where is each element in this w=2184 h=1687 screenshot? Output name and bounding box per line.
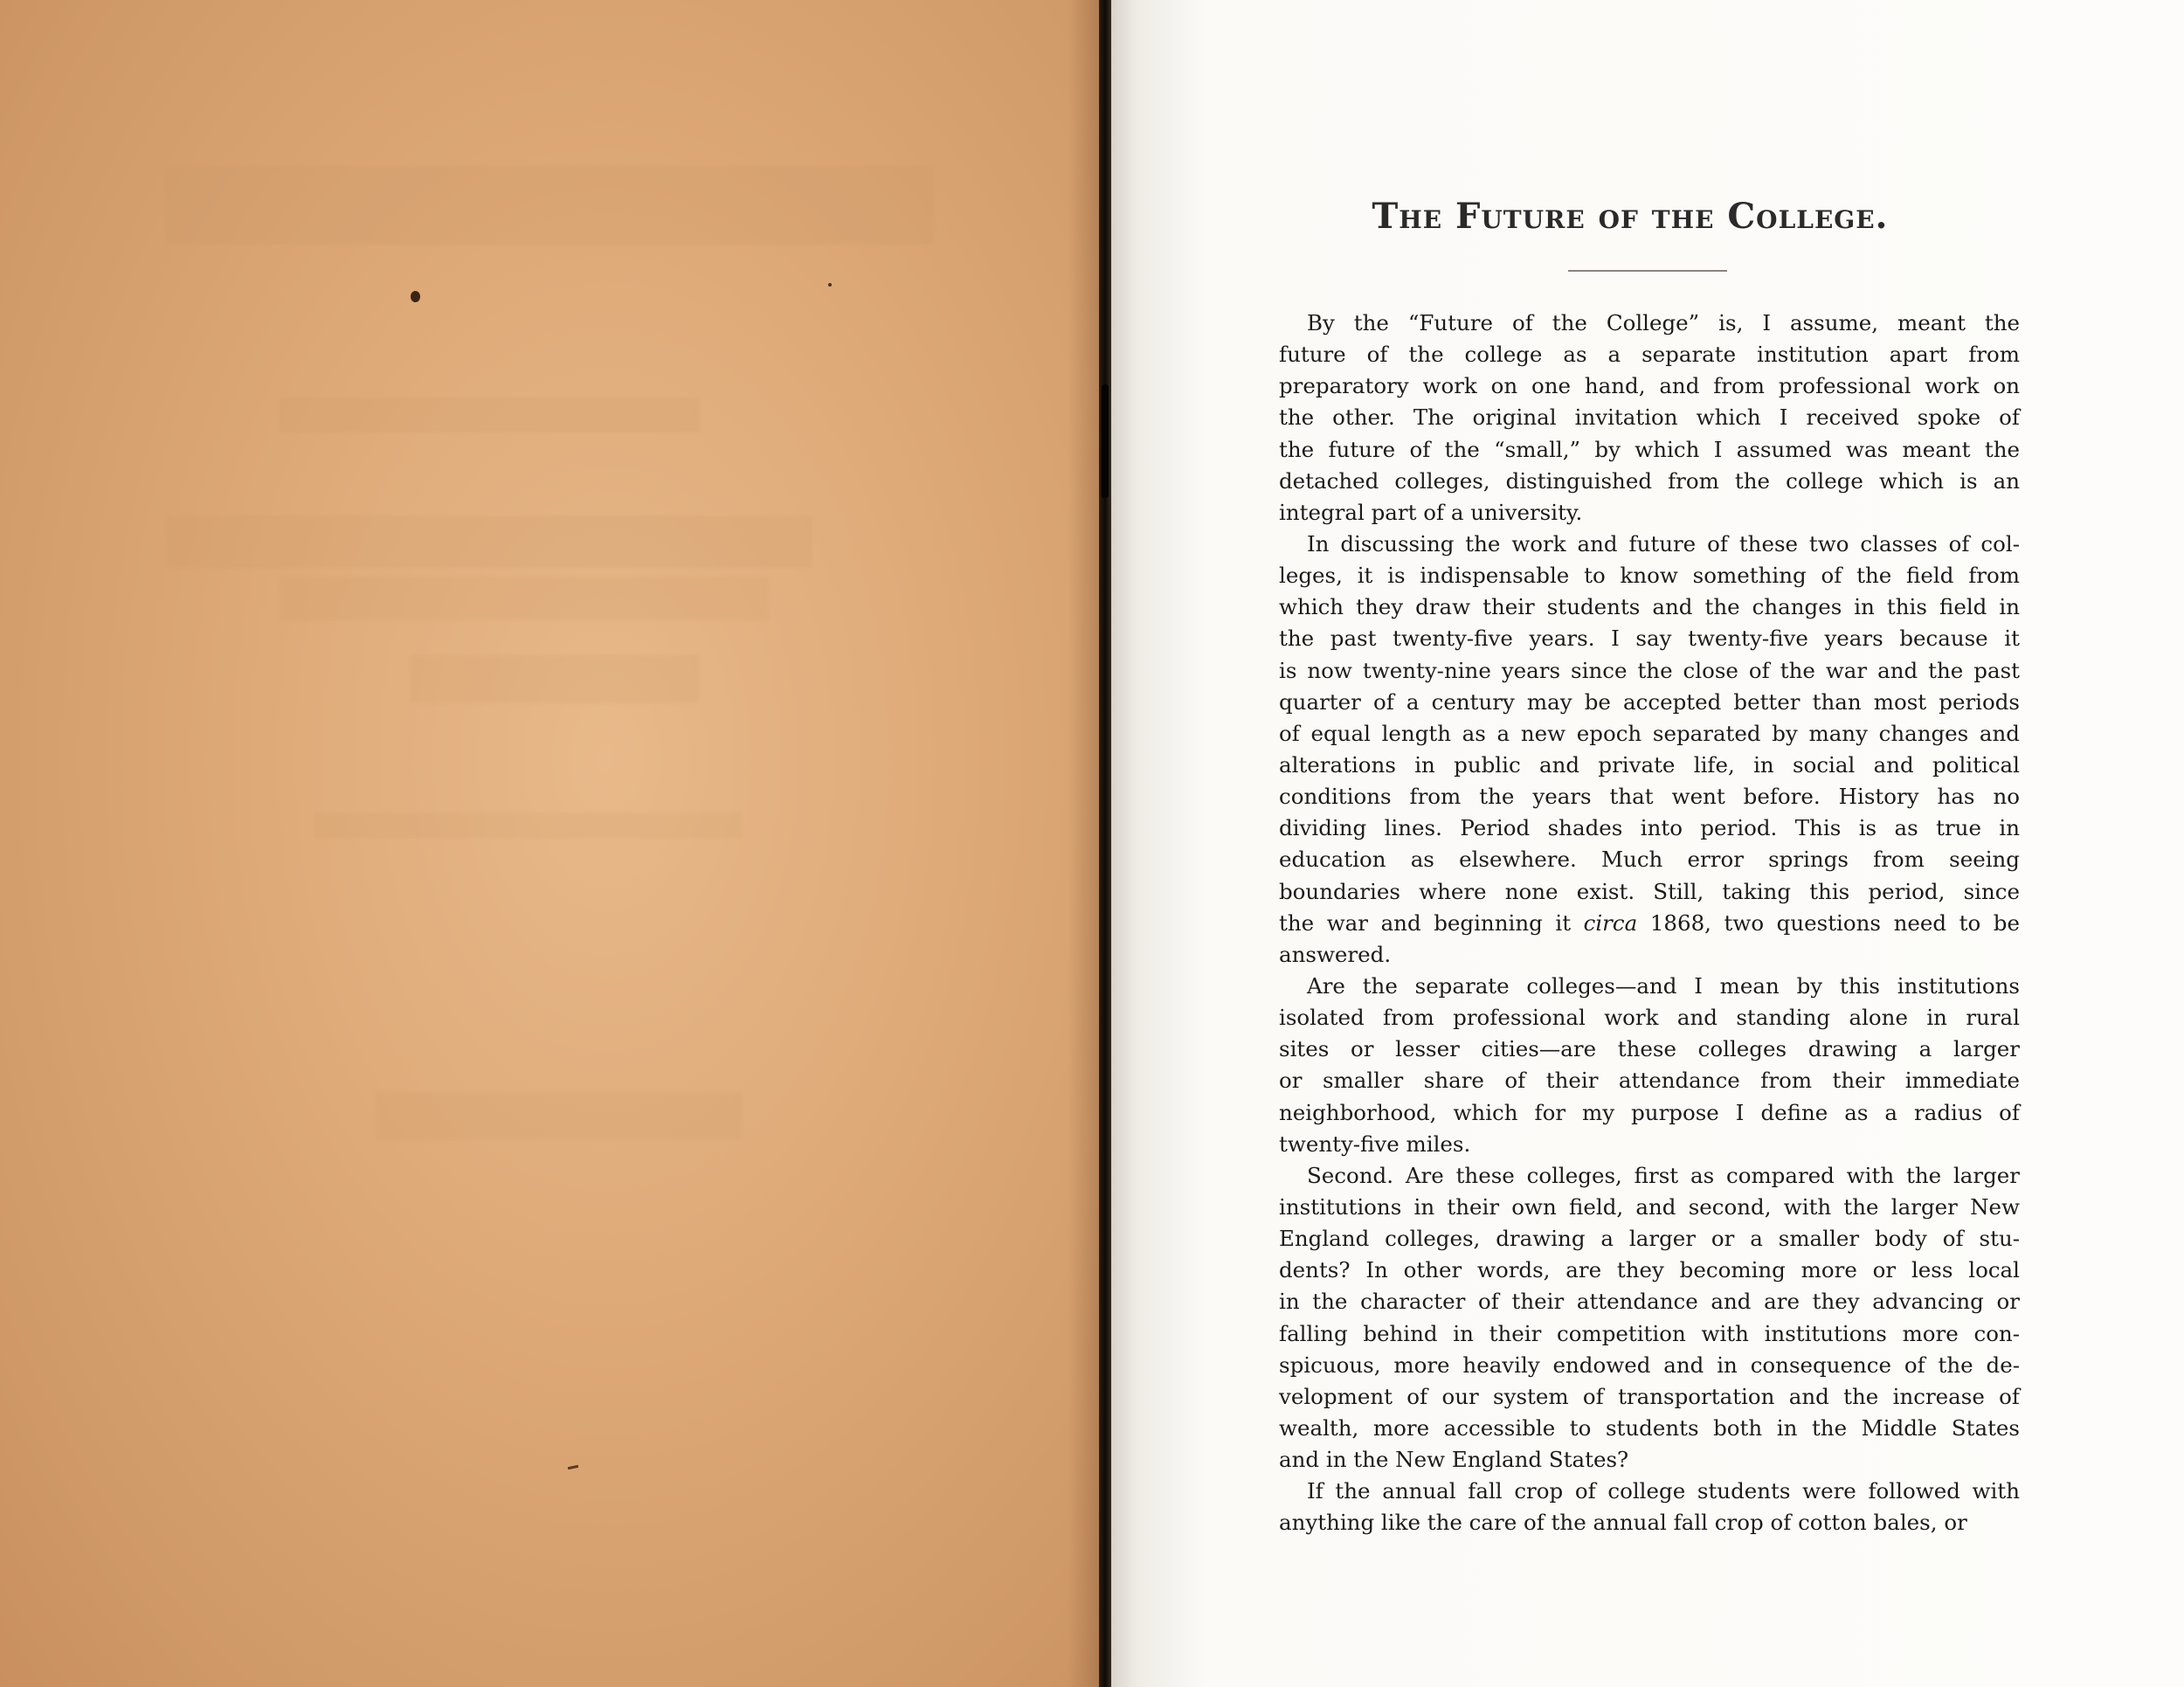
text-line: In discussing the work and future of these two classes of col- (1307, 530, 2020, 557)
text-line: in the character of their attendance and are they advancing or (1279, 1289, 2020, 1315)
text-line: future of the college as a separate institution apart from (1279, 342, 2020, 368)
body-text (1279, 308, 2020, 1538)
text-line: is now twenty-nine years since the close of the war and the past (1279, 657, 2020, 683)
text-line: institutions in their own field, and second, with the larger New (1279, 1193, 2020, 1220)
paragraph (1279, 971, 2020, 1160)
text-line: falling behind in their competition with institutions more con- (1279, 1320, 2020, 1346)
text-line: of equal length as a new epoch separated by many changes and (1279, 720, 2020, 746)
text-line: which they draw their students and the changes in this field in (1279, 594, 2020, 620)
text-line: quarter of a century may be accepted better than most periods (1279, 688, 2020, 715)
paragraph (1279, 1160, 2020, 1476)
text-line: and in the New England States? (1279, 1447, 1629, 1473)
paragraph (1279, 308, 2020, 529)
ink-speck (828, 283, 832, 287)
text-line: alterations in public and private life, in social and political (1279, 751, 2020, 778)
text-line: preparatory work on one hand, and from professional work on (1279, 373, 2020, 399)
text-line: If the annual fall crop of college students were followed with (1307, 1478, 2020, 1504)
paragraph (1279, 529, 2020, 971)
text-line: twenty-five miles. (1279, 1130, 1471, 1157)
text-line: sites or lesser cities—are these colleges drawing a larger (1279, 1036, 2020, 1062)
ink-speck (568, 1465, 578, 1469)
paragraph (1279, 1476, 2020, 1538)
text-line: anything like the care of the annual fall crop of cotton bales, or (1279, 1510, 1967, 1536)
text-line: leges, it is indispensable to know something of the field from (1279, 563, 2020, 589)
text-line: dents? In other words, are they becoming more or less local (1279, 1257, 2020, 1283)
text-line: the war and beginning it circa 1868, two questions need to be (1279, 909, 2020, 936)
text-line: conditions from the years that went before. History has no (1279, 784, 2020, 810)
text-line: dividing lines. Period shades into period. This is as true in (1279, 815, 2020, 841)
text-line: isolated from professional work and standing alone in rural (1279, 1005, 2020, 1031)
text-line: Second. Are these colleges, first as compared with the larger (1307, 1162, 2020, 1188)
text-line: detached colleges, distinguished from the college which is an (1279, 467, 2020, 494)
binding-thread (1102, 384, 1109, 498)
text-line: or smaller share of their attendance from their immediate (1279, 1068, 2020, 1094)
text-line: neighborhood, which for my purpose I define as a radius of (1279, 1099, 2020, 1125)
text-line: boundaries where none exist. Still, taking this period, since (1279, 878, 2020, 904)
text-line: spicuous, more heavily endowed and in consequence of the de- (1279, 1352, 2020, 1378)
text-line: answered. (1279, 941, 1392, 967)
ink-speck (411, 291, 420, 302)
text-line: the past twenty-five years. I say twenty-five years because it (1279, 626, 2020, 652)
text-line: Are the separate colleges—and I mean by this institutions (1307, 972, 2020, 999)
text-line: education as elsewhere. Much error springs from seeing (1279, 847, 2020, 873)
page-title: The Future of the College. (1372, 196, 1889, 237)
text-line: wealth, more accessible to students both in the Middle States (1279, 1414, 2020, 1441)
text-line: velopment of our system of transportation and the increase of (1279, 1383, 2020, 1409)
title-rule (1568, 270, 1727, 272)
text-line: the future of the “small,” by which I assumed was meant the (1279, 436, 2020, 462)
text-line: England colleges, drawing a larger or a smaller body of stu- (1279, 1226, 2020, 1252)
text-line: integral part of a university. (1279, 499, 1583, 525)
text-line: the other. The original invitation which I received spoke of (1279, 404, 2020, 431)
text-line: By the “Future of the College” is, I assume, meant the (1307, 310, 2020, 335)
book-gutter (1099, 0, 1111, 1687)
